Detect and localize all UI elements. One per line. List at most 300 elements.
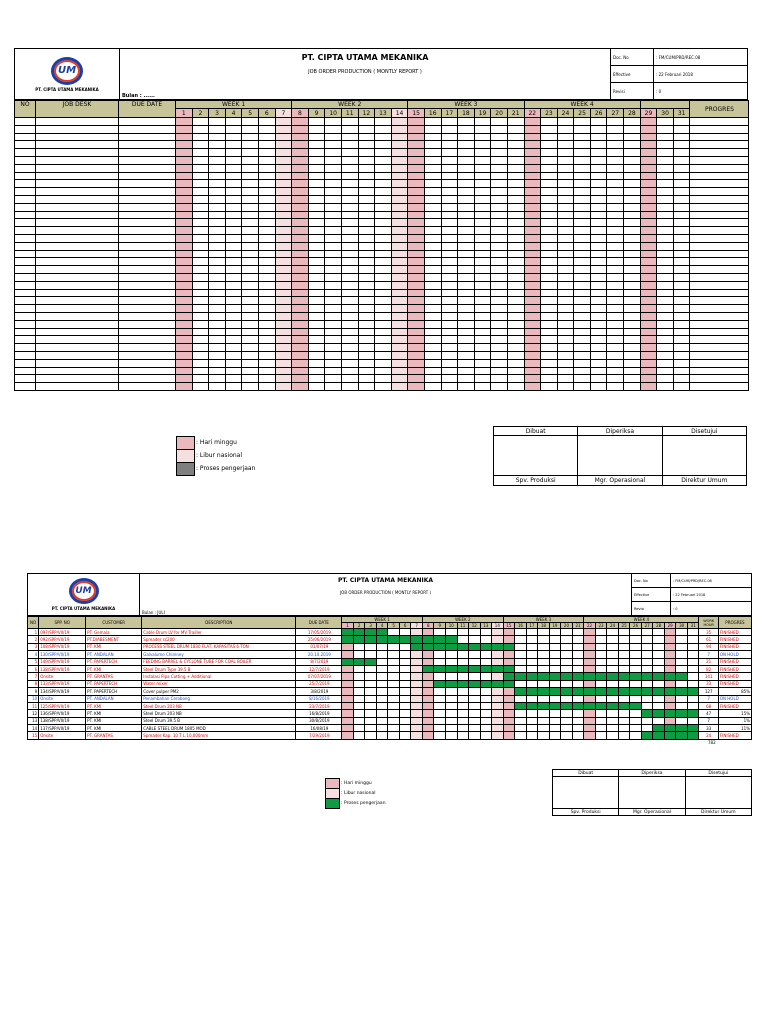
day-cell[interactable] xyxy=(275,211,292,219)
day-cell[interactable] xyxy=(441,320,458,328)
day-cell[interactable] xyxy=(325,328,342,336)
day-cell[interactable] xyxy=(242,305,259,313)
day-cell[interactable] xyxy=(358,133,375,141)
day-cell[interactable] xyxy=(353,717,365,724)
day-cell[interactable] xyxy=(653,695,665,702)
progres-cell[interactable] xyxy=(690,211,749,219)
day-cell[interactable] xyxy=(673,289,690,297)
day-cell[interactable] xyxy=(441,351,458,359)
day-cell[interactable] xyxy=(524,312,541,320)
day-cell[interactable] xyxy=(507,211,524,219)
day-cell[interactable] xyxy=(458,289,475,297)
day-cell[interactable] xyxy=(408,203,425,211)
day-cell[interactable] xyxy=(458,118,475,126)
day-cell[interactable] xyxy=(441,180,458,188)
day-cell[interactable] xyxy=(491,149,508,157)
day-cell[interactable] xyxy=(209,172,226,180)
day-cell[interactable] xyxy=(640,312,657,320)
day-cell[interactable] xyxy=(574,289,591,297)
day-cell[interactable] xyxy=(441,328,458,336)
day-cell[interactable] xyxy=(624,211,641,219)
day-cell[interactable] xyxy=(673,118,690,126)
day-cell[interactable] xyxy=(275,367,292,375)
day-cell[interactable] xyxy=(557,258,574,266)
day-cell[interactable] xyxy=(325,320,342,328)
day-cell[interactable] xyxy=(640,281,657,289)
day-cell[interactable] xyxy=(624,188,641,196)
day-cell[interactable] xyxy=(242,375,259,383)
day-cell[interactable] xyxy=(358,312,375,320)
day-cell[interactable] xyxy=(225,211,242,219)
day-cell[interactable] xyxy=(441,141,458,149)
day-cell[interactable] xyxy=(358,273,375,281)
day-cell[interactable] xyxy=(376,665,388,672)
day-cell[interactable] xyxy=(457,710,469,717)
day-cell[interactable] xyxy=(192,351,209,359)
day-cell[interactable] xyxy=(192,383,209,391)
day-cell[interactable] xyxy=(441,227,458,235)
day-cell[interactable] xyxy=(441,367,458,375)
day-cell[interactable] xyxy=(441,359,458,367)
process-cell[interactable] xyxy=(538,702,550,709)
day-cell[interactable] xyxy=(441,383,458,391)
day-cell[interactable] xyxy=(584,717,596,724)
day-cell[interactable] xyxy=(507,118,524,126)
day-cell[interactable] xyxy=(572,636,584,643)
day-cell[interactable] xyxy=(507,250,524,258)
day-cell[interactable] xyxy=(491,351,508,359)
day-cell[interactable] xyxy=(275,320,292,328)
day-cell[interactable] xyxy=(325,195,342,203)
day-cell[interactable] xyxy=(446,658,458,665)
day-cell[interactable] xyxy=(258,336,275,344)
day-cell[interactable] xyxy=(657,195,674,203)
day-cell[interactable] xyxy=(657,367,674,375)
day-cell[interactable] xyxy=(353,680,365,687)
day-cell[interactable] xyxy=(673,297,690,305)
day-cell[interactable] xyxy=(590,359,607,367)
day-cell[interactable] xyxy=(358,227,375,235)
day-cell[interactable] xyxy=(657,211,674,219)
day-cell[interactable] xyxy=(365,643,377,650)
progres-cell[interactable] xyxy=(690,312,749,320)
day-cell[interactable] xyxy=(491,281,508,289)
day-cell[interactable] xyxy=(474,258,491,266)
day-cell[interactable] xyxy=(341,156,358,164)
day-cell[interactable] xyxy=(515,643,527,650)
empty-cell[interactable] xyxy=(15,289,36,297)
day-cell[interactable] xyxy=(358,344,375,352)
day-cell[interactable] xyxy=(664,629,676,636)
empty-cell[interactable] xyxy=(119,328,176,336)
day-cell[interactable] xyxy=(657,273,674,281)
day-cell[interactable] xyxy=(507,367,524,375)
day-cell[interactable] xyxy=(258,320,275,328)
day-cell[interactable] xyxy=(424,156,441,164)
day-cell[interactable] xyxy=(434,725,446,732)
day-cell[interactable] xyxy=(399,688,411,695)
day-cell[interactable] xyxy=(491,188,508,196)
day-cell[interactable] xyxy=(491,211,508,219)
empty-cell[interactable] xyxy=(36,242,119,250)
day-cell[interactable] xyxy=(618,643,630,650)
day-cell[interactable] xyxy=(541,281,558,289)
day-cell[interactable] xyxy=(524,125,541,133)
day-cell[interactable] xyxy=(515,658,527,665)
day-cell[interactable] xyxy=(507,149,524,157)
day-cell[interactable] xyxy=(209,305,226,313)
day-cell[interactable] xyxy=(275,133,292,141)
day-cell[interactable] xyxy=(242,250,259,258)
day-cell[interactable] xyxy=(258,328,275,336)
day-cell[interactable] xyxy=(441,172,458,180)
day-cell[interactable] xyxy=(391,375,408,383)
day-cell[interactable] xyxy=(376,658,388,665)
day-cell[interactable] xyxy=(624,297,641,305)
day-cell[interactable] xyxy=(653,643,665,650)
day-cell[interactable] xyxy=(292,195,309,203)
day-cell[interactable] xyxy=(308,118,325,126)
day-cell[interactable] xyxy=(607,695,619,702)
day-cell[interactable] xyxy=(375,375,392,383)
day-cell[interactable] xyxy=(549,643,561,650)
day-cell[interactable] xyxy=(341,227,358,235)
day-cell[interactable] xyxy=(640,164,657,172)
day-cell[interactable] xyxy=(561,695,573,702)
day-cell[interactable] xyxy=(474,266,491,274)
day-cell[interactable] xyxy=(458,149,475,157)
day-cell[interactable] xyxy=(258,383,275,391)
progres-cell[interactable] xyxy=(690,180,749,188)
process-cell[interactable] xyxy=(664,688,676,695)
day-cell[interactable] xyxy=(607,180,624,188)
day-cell[interactable] xyxy=(325,156,342,164)
day-cell[interactable] xyxy=(375,258,392,266)
day-cell[interactable] xyxy=(408,367,425,375)
day-cell[interactable] xyxy=(526,725,538,732)
empty-cell[interactable] xyxy=(36,312,119,320)
day-cell[interactable] xyxy=(607,636,619,643)
day-cell[interactable] xyxy=(491,242,508,250)
day-cell[interactable] xyxy=(524,367,541,375)
day-cell[interactable] xyxy=(590,172,607,180)
day-cell[interactable] xyxy=(492,702,504,709)
day-cell[interactable] xyxy=(538,636,550,643)
day-cell[interactable] xyxy=(308,336,325,344)
signature-space[interactable] xyxy=(578,436,662,476)
empty-cell[interactable] xyxy=(15,149,36,157)
day-cell[interactable] xyxy=(515,680,527,687)
day-cell[interactable] xyxy=(607,141,624,149)
day-cell[interactable] xyxy=(325,305,342,313)
day-cell[interactable] xyxy=(458,156,475,164)
day-cell[interactable] xyxy=(176,305,193,313)
day-cell[interactable] xyxy=(457,732,469,739)
day-cell[interactable] xyxy=(458,367,475,375)
day-cell[interactable] xyxy=(391,320,408,328)
day-cell[interactable] xyxy=(574,149,591,157)
day-cell[interactable] xyxy=(192,312,209,320)
process-cell[interactable] xyxy=(446,680,458,687)
day-cell[interactable] xyxy=(474,359,491,367)
day-cell[interactable] xyxy=(225,336,242,344)
day-cell[interactable] xyxy=(503,651,515,658)
day-cell[interactable] xyxy=(557,149,574,157)
day-cell[interactable] xyxy=(258,149,275,157)
day-cell[interactable] xyxy=(408,172,425,180)
day-cell[interactable] xyxy=(541,297,558,305)
day-cell[interactable] xyxy=(524,133,541,141)
process-cell[interactable] xyxy=(469,643,481,650)
empty-cell[interactable] xyxy=(119,242,176,250)
day-cell[interactable] xyxy=(341,344,358,352)
day-cell[interactable] xyxy=(474,250,491,258)
day-cell[interactable] xyxy=(308,234,325,242)
day-cell[interactable] xyxy=(225,281,242,289)
day-cell[interactable] xyxy=(411,688,423,695)
empty-cell[interactable] xyxy=(15,203,36,211)
day-cell[interactable] xyxy=(292,289,309,297)
day-cell[interactable] xyxy=(541,250,558,258)
day-cell[interactable] xyxy=(458,320,475,328)
progres-cell[interactable] xyxy=(690,118,749,126)
day-cell[interactable] xyxy=(292,164,309,172)
day-cell[interactable] xyxy=(640,305,657,313)
day-cell[interactable] xyxy=(458,227,475,235)
day-cell[interactable] xyxy=(391,336,408,344)
day-cell[interactable] xyxy=(458,344,475,352)
day-cell[interactable] xyxy=(408,351,425,359)
day-cell[interactable] xyxy=(358,383,375,391)
day-cell[interactable] xyxy=(673,180,690,188)
day-cell[interactable] xyxy=(641,636,653,643)
day-cell[interactable] xyxy=(446,629,458,636)
day-cell[interactable] xyxy=(480,695,492,702)
process-cell[interactable] xyxy=(607,688,619,695)
day-cell[interactable] xyxy=(375,250,392,258)
process-cell[interactable] xyxy=(676,673,688,680)
day-cell[interactable] xyxy=(457,658,469,665)
empty-cell[interactable] xyxy=(36,118,119,126)
day-cell[interactable] xyxy=(192,336,209,344)
day-cell[interactable] xyxy=(275,312,292,320)
empty-cell[interactable] xyxy=(15,180,36,188)
day-cell[interactable] xyxy=(225,359,242,367)
day-cell[interactable] xyxy=(557,297,574,305)
day-cell[interactable] xyxy=(458,219,475,227)
day-cell[interactable] xyxy=(192,195,209,203)
day-cell[interactable] xyxy=(524,297,541,305)
day-cell[interactable] xyxy=(657,336,674,344)
day-cell[interactable] xyxy=(275,250,292,258)
day-cell[interactable] xyxy=(258,289,275,297)
day-cell[interactable] xyxy=(341,305,358,313)
day-cell[interactable] xyxy=(424,227,441,235)
day-cell[interactable] xyxy=(657,164,674,172)
day-cell[interactable] xyxy=(325,281,342,289)
empty-cell[interactable] xyxy=(15,297,36,305)
day-cell[interactable] xyxy=(480,673,492,680)
day-cell[interactable] xyxy=(687,665,699,672)
day-cell[interactable] xyxy=(640,297,657,305)
day-cell[interactable] xyxy=(391,195,408,203)
day-cell[interactable] xyxy=(607,328,624,336)
day-cell[interactable] xyxy=(391,164,408,172)
day-cell[interactable] xyxy=(209,250,226,258)
day-cell[interactable] xyxy=(399,673,411,680)
process-cell[interactable] xyxy=(411,643,423,650)
day-cell[interactable] xyxy=(422,673,434,680)
day-cell[interactable] xyxy=(391,344,408,352)
day-cell[interactable] xyxy=(507,219,524,227)
progres-cell[interactable] xyxy=(690,250,749,258)
day-cell[interactable] xyxy=(422,710,434,717)
process-cell[interactable] xyxy=(618,673,630,680)
day-cell[interactable] xyxy=(376,710,388,717)
empty-cell[interactable] xyxy=(15,211,36,219)
day-cell[interactable] xyxy=(353,732,365,739)
day-cell[interactable] xyxy=(590,281,607,289)
day-cell[interactable] xyxy=(557,281,574,289)
day-cell[interactable] xyxy=(292,312,309,320)
process-cell[interactable] xyxy=(526,673,538,680)
day-cell[interactable] xyxy=(657,289,674,297)
day-cell[interactable] xyxy=(458,375,475,383)
process-cell[interactable] xyxy=(388,636,400,643)
day-cell[interactable] xyxy=(375,133,392,141)
day-cell[interactable] xyxy=(308,219,325,227)
day-cell[interactable] xyxy=(469,732,481,739)
progres-cell[interactable] xyxy=(690,227,749,235)
day-cell[interactable] xyxy=(657,118,674,126)
empty-cell[interactable] xyxy=(36,156,119,164)
day-cell[interactable] xyxy=(365,651,377,658)
day-cell[interactable] xyxy=(574,367,591,375)
empty-cell[interactable] xyxy=(36,367,119,375)
day-cell[interactable] xyxy=(557,344,574,352)
day-cell[interactable] xyxy=(595,680,607,687)
day-cell[interactable] xyxy=(469,710,481,717)
day-cell[interactable] xyxy=(641,695,653,702)
day-cell[interactable] xyxy=(209,383,226,391)
day-cell[interactable] xyxy=(624,250,641,258)
day-cell[interactable] xyxy=(607,297,624,305)
day-cell[interactable] xyxy=(474,133,491,141)
day-cell[interactable] xyxy=(526,665,538,672)
day-cell[interactable] xyxy=(469,688,481,695)
day-cell[interactable] xyxy=(673,227,690,235)
day-cell[interactable] xyxy=(469,702,481,709)
day-cell[interactable] xyxy=(434,710,446,717)
empty-cell[interactable] xyxy=(119,375,176,383)
day-cell[interactable] xyxy=(176,180,193,188)
day-cell[interactable] xyxy=(607,219,624,227)
empty-cell[interactable] xyxy=(36,383,119,391)
day-cell[interactable] xyxy=(515,725,527,732)
day-cell[interactable] xyxy=(657,266,674,274)
day-cell[interactable] xyxy=(607,375,624,383)
day-cell[interactable] xyxy=(664,680,676,687)
day-cell[interactable] xyxy=(275,281,292,289)
day-cell[interactable] xyxy=(480,629,492,636)
day-cell[interactable] xyxy=(308,281,325,289)
day-cell[interactable] xyxy=(341,242,358,250)
process-cell[interactable] xyxy=(584,702,596,709)
day-cell[interactable] xyxy=(441,242,458,250)
day-cell[interactable] xyxy=(557,266,574,274)
empty-cell[interactable] xyxy=(36,219,119,227)
day-cell[interactable] xyxy=(491,203,508,211)
day-cell[interactable] xyxy=(308,383,325,391)
day-cell[interactable] xyxy=(641,680,653,687)
day-cell[interactable] xyxy=(292,188,309,196)
day-cell[interactable] xyxy=(342,732,354,739)
day-cell[interactable] xyxy=(526,717,538,724)
day-cell[interactable] xyxy=(557,305,574,313)
day-cell[interactable] xyxy=(441,125,458,133)
day-cell[interactable] xyxy=(590,164,607,172)
day-cell[interactable] xyxy=(341,164,358,172)
day-cell[interactable] xyxy=(458,266,475,274)
process-cell[interactable] xyxy=(584,673,596,680)
day-cell[interactable] xyxy=(358,195,375,203)
day-cell[interactable] xyxy=(624,219,641,227)
day-cell[interactable] xyxy=(524,227,541,235)
day-cell[interactable] xyxy=(358,156,375,164)
day-cell[interactable] xyxy=(574,297,591,305)
day-cell[interactable] xyxy=(176,234,193,242)
process-cell[interactable] xyxy=(434,665,446,672)
day-cell[interactable] xyxy=(341,320,358,328)
day-cell[interactable] xyxy=(424,351,441,359)
day-cell[interactable] xyxy=(391,234,408,242)
day-cell[interactable] xyxy=(474,188,491,196)
day-cell[interactable] xyxy=(424,289,441,297)
day-cell[interactable] xyxy=(673,125,690,133)
day-cell[interactable] xyxy=(375,297,392,305)
day-cell[interactable] xyxy=(458,312,475,320)
day-cell[interactable] xyxy=(624,118,641,126)
day-cell[interactable] xyxy=(408,273,425,281)
day-cell[interactable] xyxy=(258,227,275,235)
day-cell[interactable] xyxy=(242,133,259,141)
empty-cell[interactable] xyxy=(119,133,176,141)
day-cell[interactable] xyxy=(375,351,392,359)
day-cell[interactable] xyxy=(557,219,574,227)
day-cell[interactable] xyxy=(526,695,538,702)
day-cell[interactable] xyxy=(375,125,392,133)
day-cell[interactable] xyxy=(541,234,558,242)
day-cell[interactable] xyxy=(624,195,641,203)
empty-cell[interactable] xyxy=(119,180,176,188)
day-cell[interactable] xyxy=(341,234,358,242)
day-cell[interactable] xyxy=(441,195,458,203)
day-cell[interactable] xyxy=(441,273,458,281)
day-cell[interactable] xyxy=(408,320,425,328)
empty-cell[interactable] xyxy=(36,375,119,383)
day-cell[interactable] xyxy=(391,258,408,266)
day-cell[interactable] xyxy=(590,195,607,203)
day-cell[interactable] xyxy=(524,188,541,196)
day-cell[interactable] xyxy=(574,125,591,133)
day-cell[interactable] xyxy=(595,643,607,650)
day-cell[interactable] xyxy=(275,336,292,344)
day-cell[interactable] xyxy=(342,702,354,709)
day-cell[interactable] xyxy=(358,164,375,172)
process-cell[interactable] xyxy=(687,710,699,717)
day-cell[interactable] xyxy=(325,375,342,383)
day-cell[interactable] xyxy=(574,195,591,203)
